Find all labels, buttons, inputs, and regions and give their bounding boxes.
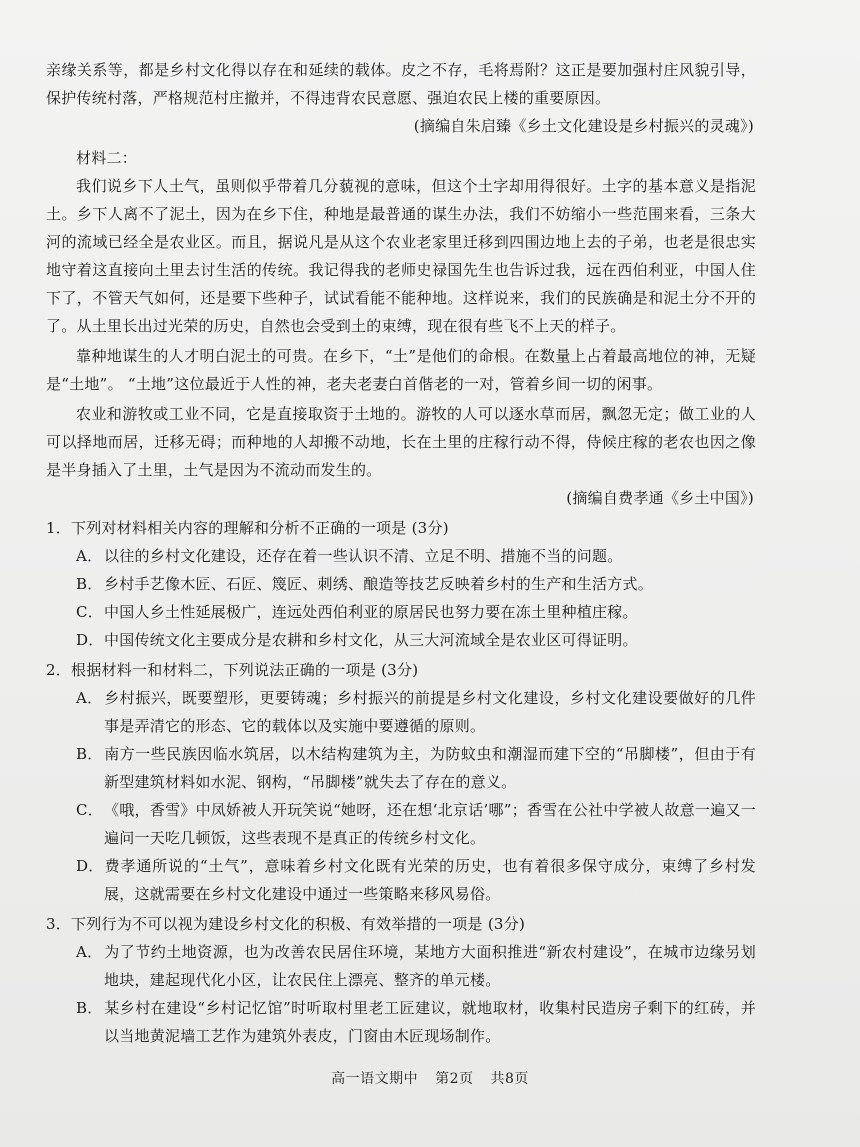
question-3-option-a bbox=[46, 938, 756, 994]
option-letter: B． bbox=[76, 745, 103, 763]
option-text: 乡村振兴，既要塑形，更要铸魂；乡村振兴的前提是乡村文化建设，乡村文化建设要做好的几件事是弄清它的形态、它的载体以及实施中要遵循的原则。 bbox=[104, 689, 756, 735]
question-1-option-c bbox=[46, 598, 756, 626]
source-citation-1: (摘编自朱启臻《乡土文化建设是乡村振兴的灵魂》) bbox=[413, 117, 754, 135]
question-3-option-b bbox=[46, 994, 756, 1050]
paragraph-top: 亲缘关系等，都是乡村文化得以存在和延续的载体。皮之不存，毛将焉附？这正是要加强村庄风貌引导，保护传统村落，严格规范村庄撤并，不得违背农民意愿、强迫农民上楼的重要原因。 bbox=[46, 61, 756, 107]
option-letter: A． bbox=[76, 547, 103, 565]
footer-exam-name: 高一语文期中 bbox=[331, 1071, 419, 1087]
question-2-option-c bbox=[46, 796, 756, 852]
option-letter: C． bbox=[76, 801, 103, 819]
option-letter: A． bbox=[76, 689, 103, 707]
option-text: 为了节约土地资源，也为改善农民居住环境，某地方大面积推进“新农村建设”，在城市边缘另划地块，建起现代化小区，让农民住上漂亮、整齐的单元楼。 bbox=[104, 943, 756, 989]
option-text: 中国人乡土性延展极广，连远处西伯利亚的原居民也努力要在冻土里种植庄稼。 bbox=[104, 603, 638, 621]
option-letter: A． bbox=[76, 943, 103, 961]
option-text: 中国传统文化主要成分是农耕和乡村文化，从三大河流域全是农业区可得证明。 bbox=[104, 631, 638, 649]
option-letter: D． bbox=[76, 857, 104, 875]
material-2-paragraph-3: 农业和游牧或工业不同，它是直接取资于土地的。游牧的人可以逐水草而居，飘忽无定；做工业的人可以择地而居，迁移无碍；而种地的人却搬不动地，长在土里的庄稼行动不得，侍候庄稼的老农也因之像是半身插入了土里，土气是因为不流动而发生的。 bbox=[46, 405, 756, 479]
option-text: 费孝通所说的“土气”，意味着乡村文化既有光荣的历史，也有着很多保守成分，束缚了乡村发展，这就需要在乡村文化建设中通过一些策略来移风易俗。 bbox=[104, 857, 756, 903]
source-citation-2: (摘编自费孝通《乡土中国》) bbox=[566, 489, 754, 507]
question-2-option-b bbox=[46, 740, 756, 796]
question-1-option-a bbox=[46, 542, 756, 570]
question-1-option-b bbox=[46, 570, 756, 598]
option-text: 南方一些民族因临水筑居，以木结构建筑为主，为防蚊虫和潮湿而建下空的“吊脚楼”，但由于有新型建筑材料如水泥、钢构，“吊脚楼”就失去了存在的意义。 bbox=[104, 745, 756, 791]
option-letter: C． bbox=[76, 603, 103, 621]
material-2-paragraph-1: 我们说乡下人土气，虽则似乎带着几分藐视的意味，但这个土字却用得很好。土字的基本意义是指泥土。乡下人离不了泥土，因为在乡下住，种地是最普通的谋生办法，我们不妨缩小一些范围来看，三条大河的流域已经全是农业区。而且，据说凡是从这个农业老家里迁移到四围边地上去的子弟，也老是很忠实地守着这直接向土里去讨生活的传统。我记得我的老师史禄国先生也告诉过我，远在西伯利亚，中国人住下了，不管天气如何，还是要下些种子，试试看能不能种地。这样说来，我们的民族确是和泥土分不开的了。从土里长出过光荣的历史，自然也会受到土的束缚，现在很有些飞不上天的样子。 bbox=[46, 177, 756, 335]
option-letter: D． bbox=[76, 631, 104, 649]
page-footer bbox=[0, 1068, 860, 1088]
option-text: 以往的乡村文化建设，还存在着一些认识不清、立足不明、措施不当的问题。 bbox=[104, 547, 623, 565]
footer-total-pages: 共8页 bbox=[490, 1071, 529, 1087]
option-text: 乡村手艺像木匠、石匠、篾匠、刺绣、酿造等技艺反映着乡村的生产和生活方式。 bbox=[104, 575, 654, 593]
material-2-paragraph-2: 靠种地谋生的人才明白泥土的可贵。在乡下，“土”是他们的命根。在数量上占着最高地位的神，无疑是“土地”。 “土地”这位最近于人性的神，老夫老妻白首偕老的一对，管着乡间一切的闲事。 bbox=[46, 347, 756, 393]
question-3-stem: 3．下列行为不可以视为建设乡村文化的积极、有效举措的一项是 (3分) bbox=[46, 915, 526, 933]
question-2-option-d bbox=[46, 852, 756, 908]
question-1-option-d bbox=[46, 626, 756, 654]
material-2-label: 材料二： bbox=[76, 149, 138, 167]
question-2-stem: 2．根据材料一和材料二，下列说法正确的一项是 (3分) bbox=[46, 661, 419, 679]
option-text: 某乡村在建设“乡村记忆馆”时听取村里老工匠建议，就地取材，收集村民造房子剩下的红砖，并以当地黄泥墙工艺作为建筑外表皮，门窗由木匠现场制作。 bbox=[104, 999, 756, 1045]
page-content bbox=[46, 56, 756, 1050]
option-letter: B． bbox=[76, 575, 103, 593]
footer-page-number: 第2页 bbox=[435, 1071, 474, 1087]
question-1-stem: 1．下列对材料相关内容的理解和分析不正确的一项是 (3分) bbox=[46, 519, 449, 537]
option-letter: B． bbox=[76, 999, 103, 1017]
question-2-option-a bbox=[46, 684, 756, 740]
option-text: 《哦，香雪》中凤娇被人开玩笑说“她呀，还在想‘北京话’哪”；香雪在公社中学被人故意一遍又一遍问一天吃几顿饭，这些表现不是真正的传统乡村文化。 bbox=[104, 801, 756, 847]
